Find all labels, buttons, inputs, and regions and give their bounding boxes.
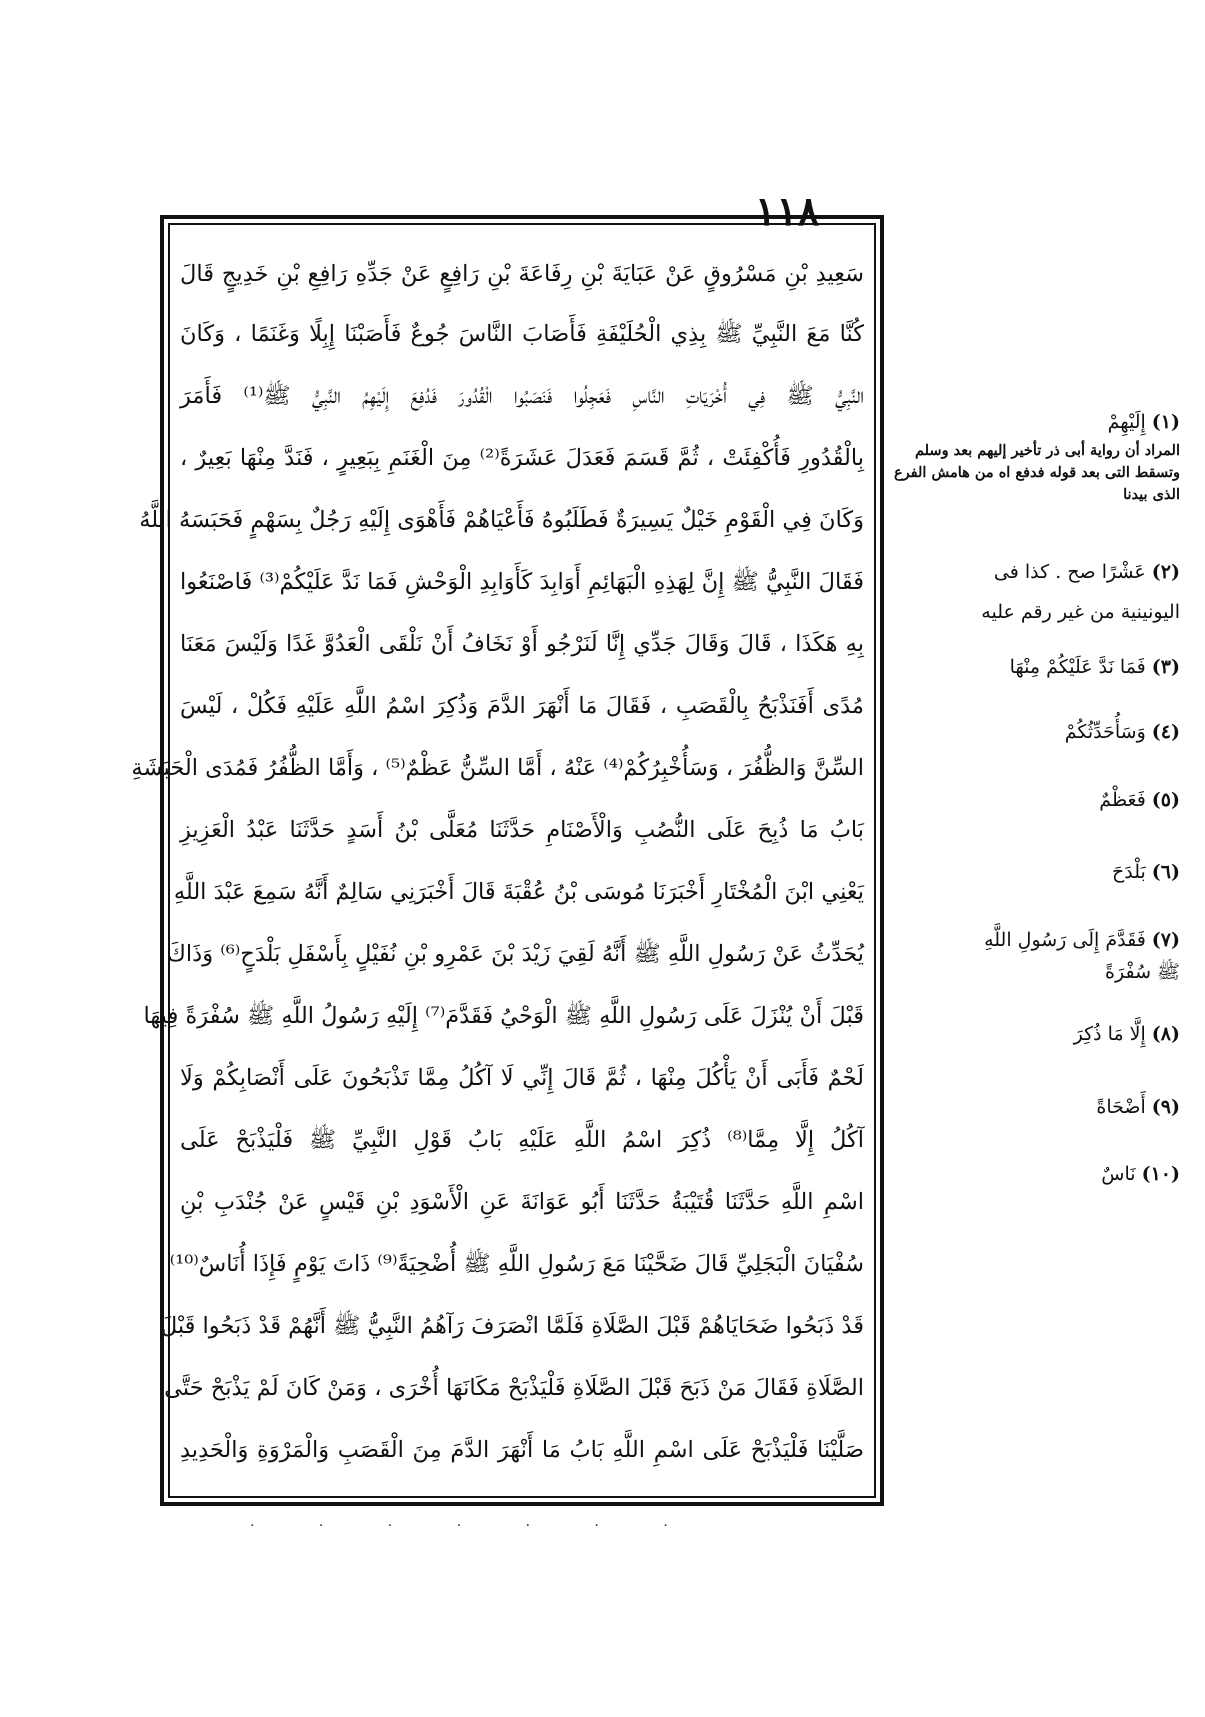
margin-note: (٨)إِلَّا مَا ذُكِرَ — [1073, 1023, 1180, 1045]
text-line: قَدْ ذَبَحُوا ضَحَايَاهُمْ قَبْلَ الصَّلَاةِ فَلَمَّا انْصَرَفَ رَآهُمُ النَّبِيُّ ﷺ أَنَّهُمْ قَدْ ذَبَحُوا قَبْلَ — [160, 1313, 864, 1339]
chapter-heading-line: صَلَّيْنَا فَلْيَذْبَحْ عَلَى اسْمِ اللَّهِ بَابُ مَا أَنْهَرَ الدَّمَ مِنَ الْقَصَبِ وَالْمَرْوَةِ وَالْحَدِيدِ — [180, 1437, 864, 1463]
margin-note: (٦)بَلْدَحَ — [1111, 861, 1180, 883]
text-line: النَّبِيُّ ﷺ فِي أُخْرَيَاتِ النَّاسِ فَعَجِلُوا فَنَصَبُوا الْقُدُورَ فَدُفِعَ إِلَيْهِمُ النَّبِيُّ ﷺ⁽¹⁾ فَأَمَرَ — [180, 383, 865, 409]
margin-note: ﷺ سُفْرَةً — [1105, 961, 1180, 983]
margin-note: المراد أن رواية أبى ذر تأخير إليهم بعد وسلم وتسقط التى بعد قوله فدفع اه من هامش الفرع الذى بيدنا — [894, 442, 1180, 503]
margin-notes — [888, 410, 1200, 1310]
text-line: قَبْلَ أَنْ يُنْزَلَ عَلَى رَسُولِ اللَّهِ ﷺ الْوَحْيُ فَقَدَّمَ⁽⁷⁾ إِلَيْهِ رَسُولُ اللَّهِ ﷺ سُفْرَةً فِيهَا — [143, 1003, 864, 1029]
margin-note: (٥)فَعَظْمٌ — [1099, 789, 1180, 811]
page-number: ١١٨ — [754, 188, 820, 235]
text-line: بِهِ هَكَذَا ، قَالَ وَقَالَ جَدِّي إِنَّا لَنَرْجُو أَوْ نَخَافُ أَنْ نَلْقَى الْعَدُوَّ غَدًا وَلَيْسَ مَعَنَا — [180, 631, 864, 657]
text-line: مُدًى أَفَنَذْبَحُ بِالْقَصَبِ ، فَقَالَ مَا أَنْهَرَ الدَّمَ وَذُكِرَ اسْمُ اللَّهِ عَلَيْهِ فَكُلْ ، لَيْسَ — [180, 693, 864, 719]
text-line: كُنَّا مَعَ النَّبِيِّ ﷺ بِذِي الْحُلَيْفَةِ فَأَصَابَ النَّاسَ جُوعٌ فَأَصَبْنَا إِبِلًا وَغَنَمًا ، وَكَانَ — [180, 321, 864, 347]
text-line: يُحَدِّثُ عَنْ رَسُولِ اللَّهِ ﷺ أَنَّهُ لَقِيَ زَيْدَ بْنَ عَمْرِو بْنِ نُفَيْلٍ بِأَسْفَلِ بَلْدَحٍ⁽⁶⁾ وَذَاكَ — [167, 941, 864, 967]
main-text-block — [131, 244, 865, 1494]
text-line: سَعِيدِ بْنِ مَسْرُوقٍ عَنْ عَبَايَةَ بْنِ رِفَاعَةَ بْنِ رَافِعٍ عَنْ جَدِّهِ رَافِعِ بْنِ خَدِيجٍ قَالَ — [180, 261, 864, 287]
text-line: الصَّلَاةِ فَقَالَ مَنْ ذَبَحَ قَبْلَ الصَّلَاةِ فَلْيَذْبَحْ مَكَانَهَا أُخْرَى ، وَمَنْ كَانَ لَمْ يَذْبَحْ حَتَّى — [164, 1375, 864, 1401]
chapter-heading-line: آكُلُ إِلَّا مِمَّا⁽⁸⁾ ذُكِرَ اسْمُ اللَّهِ عَلَيْهِ بَابُ قَوْلِ النَّبِيِّ ﷺ فَلْيَذْبَحْ عَلَى — [180, 1127, 864, 1153]
margin-note: (١)إِلَيْهِمْ — [1107, 411, 1180, 433]
text-line: يَعْنِي ابْنَ الْمُخْتَارِ أَخْبَرَنَا مُوسَى بْنُ عُقْبَةَ قَالَ أَخْبَرَنِي سَالِمٌ أَنَّهُ سَمِعَ عَبْدَ اللَّهِ — [173, 879, 864, 905]
text-line: اسْمِ اللَّهِ حَدَّثَنَا قُتَيْبَةُ حَدَّثَنَا أَبُو عَوَانَةَ عَنِ الْأَسْوَدِ بْنِ قَيْسٍ عَنْ جُنْدَبِ بْنِ — [180, 1189, 864, 1215]
margin-note: (٩)أَضْحَاةً — [1096, 1096, 1180, 1118]
text-line: لَحْمٌ فَأَبَى أَنْ يَأْكُلَ مِنْهَا ، ثُمَّ قَالَ إِنِّي لَا آكُلُ مِمَّا تَذْبَحُونَ عَلَى أَنْصَابِكُمْ وَلَا — [180, 1065, 864, 1091]
margin-note: (٢)عَشْرًا صح . كذا فى — [993, 561, 1180, 583]
margin-note: اليونينية من غير رقم عليه — [981, 601, 1180, 623]
text-line: وَكَانَ فِي الْقَوْمِ خَيْلٌ يَسِيرَةٌ فَطَلَبُوهُ فَأَعْيَاهُمْ فَأَهْوَى إِلَيْهِ رَجُلٌ بِسَهْمٍ فَحَبَسَهُ اللَّهُ — [139, 507, 864, 533]
print-artifact-dots: · · · · · · · — [250, 1518, 698, 1534]
margin-note: (٧)فَقَدَّمَ إِلَى رَسُولِ اللَّهِ — [984, 929, 1180, 951]
text-line: فَقَالَ النَّبِيُّ ﷺ إِنَّ لِهَذِهِ الْبَهَائِمِ أَوَابِدَ كَأَوَابِدِ الْوَحْشِ فَمَا نَدَّ عَلَيْكُمْ⁽³⁾ فَاصْنَعُوا — [180, 569, 864, 595]
chapter-heading-line: بَابُ مَا ذُبِحَ عَلَى النُّصُبِ وَالْأَصْنَامِ حَدَّثَنَا مُعَلَّى بْنُ أَسَدٍ حَدَّثَنَا عَبْدُ الْعَزِيزِ — [180, 817, 864, 843]
text-line: سُفْيَانَ الْبَجَلِيِّ قَالَ ضَحَّيْنَا مَعَ رَسُولِ اللَّهِ ﷺ أُضْحِيَةً⁽⁹⁾ ذَاتَ يَوْمٍ فَإِذَا أُنَاسٌ⁽¹⁰⁾ — [169, 1251, 864, 1277]
margin-note: (١٠)نَاسٌ — [1101, 1163, 1180, 1185]
margin-note: (٤)وَسَأُحَدِّثُكُمْ — [1064, 721, 1180, 743]
margin-note: (٣)فَمَا نَدَّ عَلَيْكُمْ مِنْهَا — [1009, 656, 1180, 678]
text-line: بِالْقُدُورِ فَأُكْفِئَتْ ، ثُمَّ قَسَمَ فَعَدَلَ عَشَرَةً⁽²⁾ مِنَ الْغَنَمِ بِبَعِيرٍ ، فَنَدَّ مِنْهَا بَعِيرٌ ، — [180, 445, 864, 471]
text-line: السِّنَّ وَالظُّفُرَ ، وَسَأُخْبِرُكُمْ⁽⁴⁾ عَنْهُ ، أَمَّا السِّنُّ عَظْمٌ⁽⁵⁾ ، وَأَمَّا الظُّفُرُ فَمُدَى الْحَبَشَةِ — [131, 755, 864, 781]
